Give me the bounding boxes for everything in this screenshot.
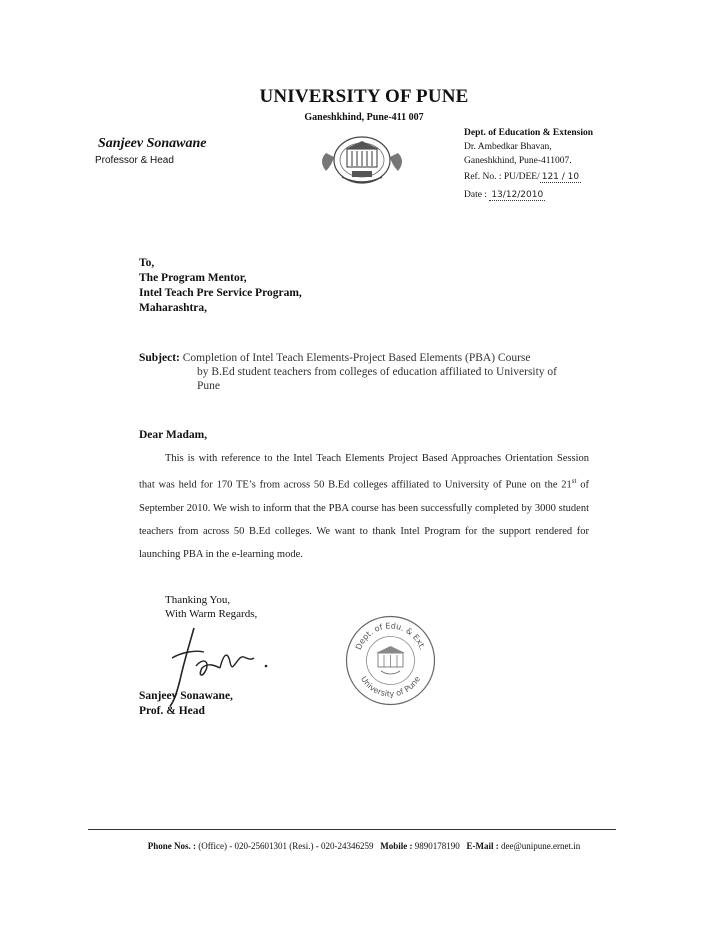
date-label: Date : — [464, 190, 490, 200]
university-address: Ganeshkhind, Pune-411 007 — [304, 112, 424, 123]
closing-block — [165, 593, 257, 621]
mobile-label: Mobile : — [380, 841, 413, 851]
department-stamp-icon — [343, 613, 438, 713]
reference-label: Ref. No. : PU/DEE/ — [464, 172, 540, 182]
footer-divider — [88, 829, 616, 830]
body-superscript: st — [571, 477, 577, 486]
sender-title: Professor & Head — [95, 155, 174, 166]
department-block — [464, 127, 664, 203]
date-value: 13/12/2010 — [491, 190, 544, 200]
phone-label: Phone Nos. : — [147, 841, 196, 851]
department-name: Dept. of Education & Extension — [464, 128, 594, 138]
body-text-part-2: of September 2010. We wish to inform that the PBA course has been successfully completed by 3000 student teachers from across 50 B.Ed colleges. We want to thank Intel Program for the support rendered for launching PBA in the e-learning mode. — [139, 479, 589, 561]
email-label: E-Mail : — [466, 841, 499, 851]
body-paragraph — [139, 447, 589, 567]
closing-thanks: Thanking You, — [165, 594, 231, 606]
footer-contact — [0, 841, 728, 851]
reference-value: 121 / 10 — [541, 172, 580, 182]
subject-line-1: Completion of Intel Teach Elements-Project Based Elements (PBA) Course — [182, 352, 531, 364]
recipient-line-state: Maharashtra, — [139, 302, 208, 314]
subject-block — [139, 351, 579, 393]
email-value: dee@unipune.ernet.in — [498, 841, 581, 851]
department-address: Ganeshkhind, Pune-411007. — [464, 156, 572, 166]
signer-name: Sanjeev Sonawane, — [139, 690, 233, 702]
recipient-line-program: Intel Teach Pre Service Program, — [139, 287, 302, 299]
svg-text:Dept. of Edu. & Ext.: Dept. of Edu. & Ext. — [353, 621, 428, 652]
reference-number — [464, 171, 664, 185]
mobile-value: 9890178190 — [412, 841, 460, 851]
letter-date — [464, 189, 664, 203]
subject-label: Subject: — [139, 352, 180, 364]
body-text-part-1: This is with reference to the Intel Teach Elements Project Based Approaches Orientation Session that was held for 170 TE’s from across 50 B.Ed colleges affiliated to University of Pune on the 21 — [139, 453, 589, 491]
signer-block — [139, 689, 233, 719]
subject-line-2: by B.Ed student teachers from colleges of education affiliated to University of Pune — [197, 366, 558, 392]
recipient-line-mentor: The Program Mentor, — [139, 272, 247, 284]
salutation: Dear Madam, — [139, 429, 208, 441]
university-name: UNIVERSITY OF PUNE — [259, 86, 469, 107]
svg-text:University of Pune: University of Pune — [358, 674, 423, 699]
signer-title: Prof. & Head — [139, 705, 205, 717]
department-building: Dr. Ambedkar Bhavan, — [464, 142, 552, 152]
closing-regards: With Warm Regards, — [165, 608, 258, 620]
sender-name: Sanjeev Sonawane — [98, 136, 207, 151]
recipient-block — [139, 256, 302, 316]
recipient-line-to: To, — [139, 257, 155, 269]
university-emblem-icon — [312, 133, 412, 193]
phone-value: (Office) - 020-25601301 (Resi.) - 020-24346259 — [195, 841, 374, 851]
